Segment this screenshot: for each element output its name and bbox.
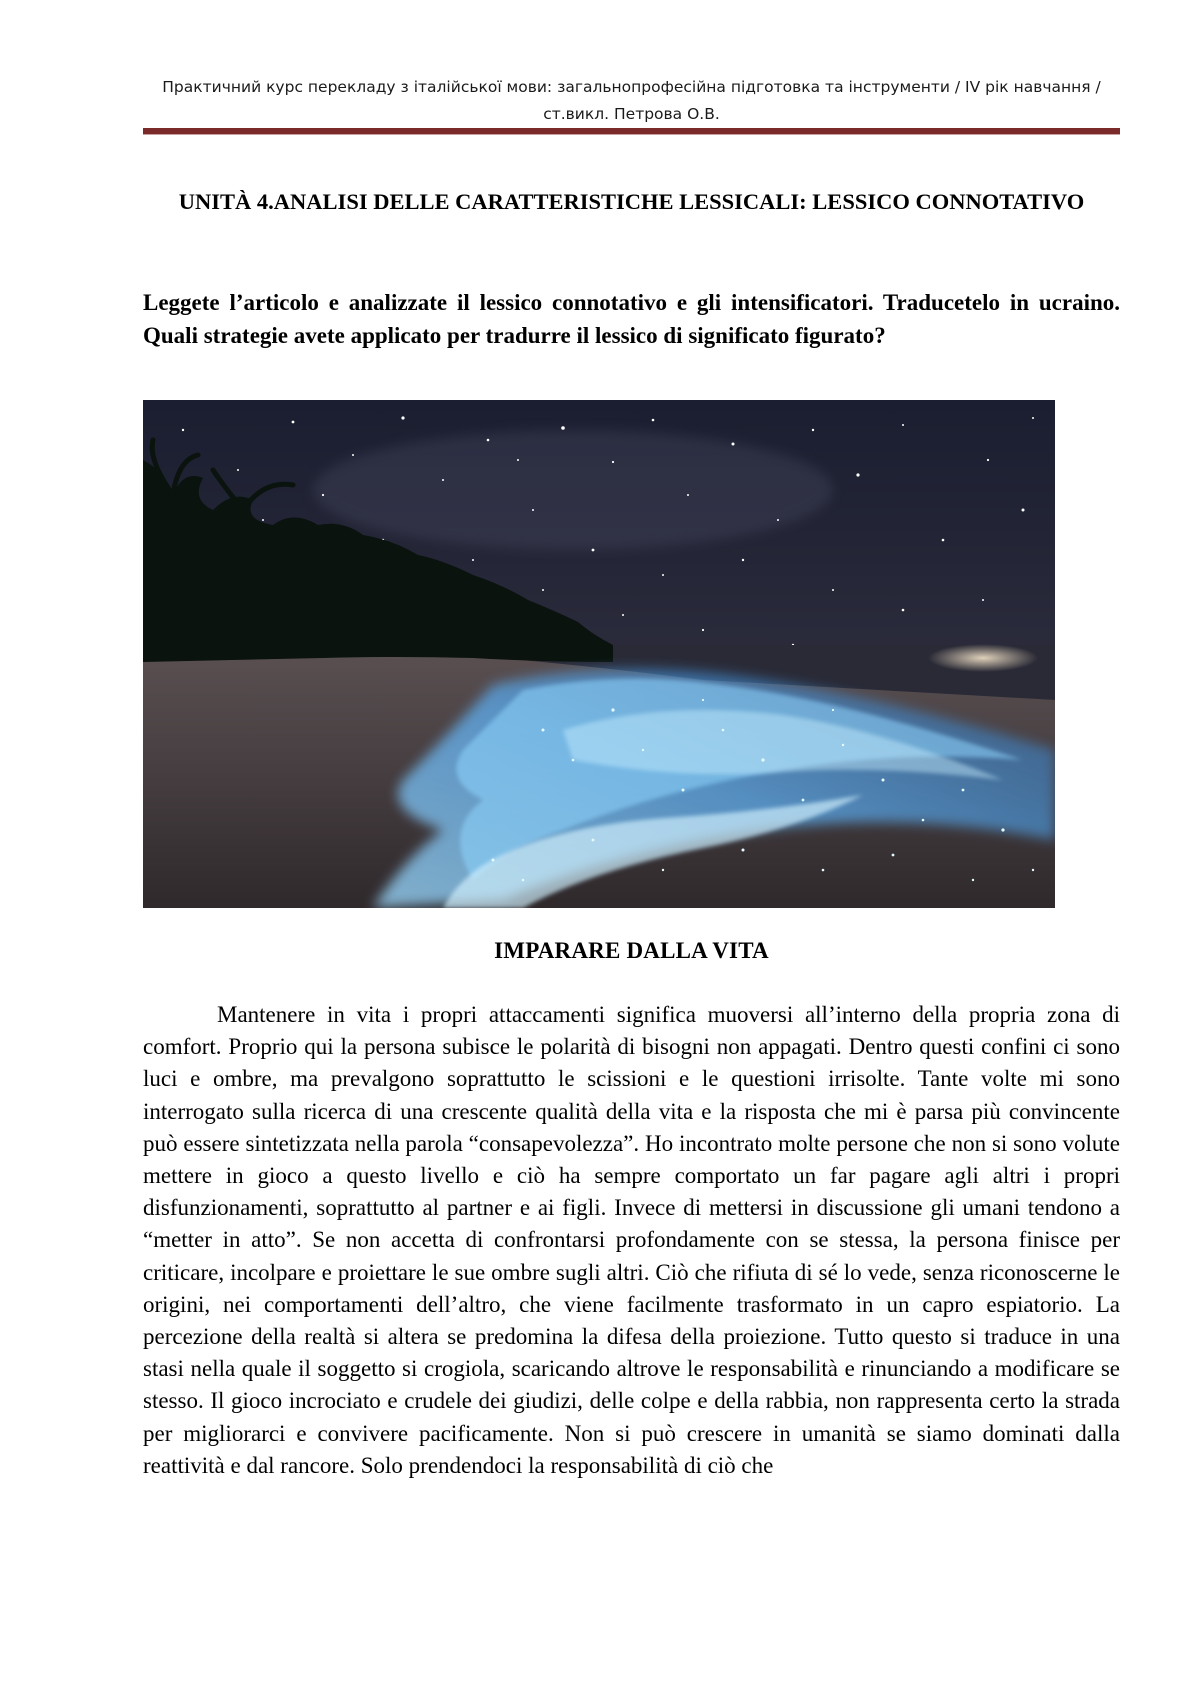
running-header: Практичний курс перекладу з італійської мови: загальнопрофесійна підготовка та інструменти / IV рік навчання / ст.викл. Петрова О.В.: [162, 78, 1101, 123]
article-title: IMPARARE DALLA VITA: [494, 938, 769, 963]
article-body: Mantenere in vita i propri attaccamenti significa muoversi all’interno della propria zona di comfort. Proprio qui la persona subisce le polarità di bisogni non appagati. Dentro questi confini ci sono luci e ombre, ma prevalgono soprattutto le scissioni e le questioni irrisolte. Tante volte mi sono interrogato sulla ricerca di una crescente qualità della vita e la risposta che mi è parsa più convincente può essere sintetizzata nella parola “consapevolezza”. Ho incontrato molte persone che non si sono volute mettere in gioco a questo livello e ciò ha sempre comportato un far pagare agli altri i propri disfunzionamenti, soprattutto al partner e ai figli. Invece di mettersi in discussione gli umani tendono a “metter in atto”. Se non accetta di confrontarsi profondamente con se stessa, la persona finisce per criticare, incolpare e proiettare le sue ombre sugli altri. Ciò che rifiuta di sé lo vede, senza riconoscerne le origini, nei comportamenti dell’altro, che viene facilmente trasformato in un capro espiatorio. La percezione della realtà si altera se predomina la difesa della proiezione. Tutto questo si traduce in una stasi nella quale il soggetto si crogiola, scaricando altrove le responsabilità e rinunciando a modificare se stesso. Il gioco incrociato e crudele dei giudizi, delle colpe e della rabbia, non rappresenta certo la strada per migliorarci e convivere pacificamente. Non si può crescere in umanità se siamo dominati dalla reattività e dal rancore. Solo prendendoci la responsabilità di ciò che: [143, 1002, 1120, 1478]
bioluminescent-beach-photo: [143, 400, 1055, 908]
unit-title: UNITÀ 4.ANALISI DELLE CARATTERISTICHE LESSICALI: LESSICO CONNOTATIVO: [178, 189, 1085, 214]
exercise-instructions: Leggete l’articolo e analizzate il lessico connotativo e gli intensificatori. Traducetelo in ucraino. Quali strategie avete applicato per tradurre il lessico di significato figurato?: [143, 290, 1120, 348]
header-divider: [143, 128, 1120, 135]
photo-illustration: [143, 400, 1055, 908]
